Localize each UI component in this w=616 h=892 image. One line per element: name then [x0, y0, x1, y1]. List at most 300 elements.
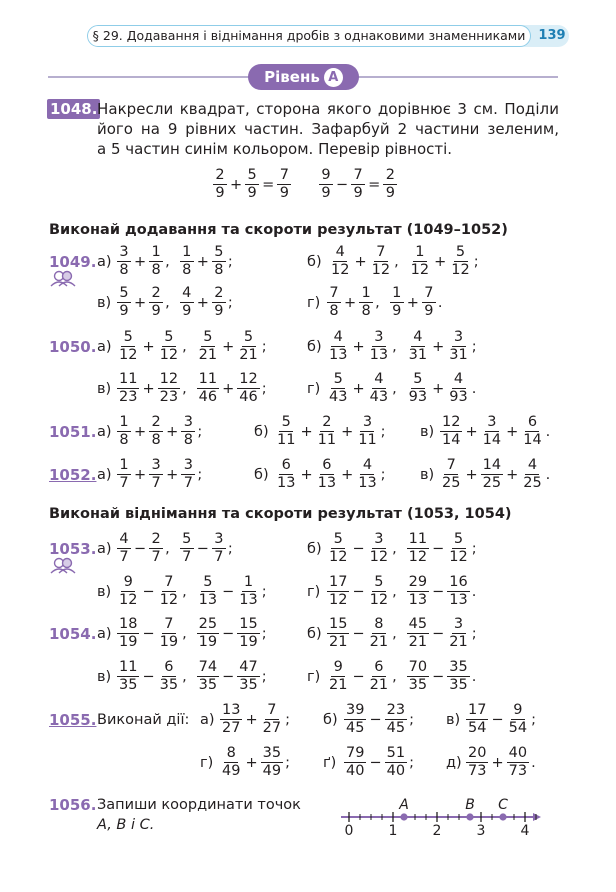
denominator: 19: [159, 634, 179, 650]
fraction: [447, 371, 469, 406]
numerator: 2: [212, 285, 226, 303]
fraction: [327, 616, 349, 651]
denominator: 8: [119, 262, 129, 278]
denominator: 14: [523, 432, 542, 448]
denominator: 8: [361, 303, 371, 319]
fraction: [466, 702, 488, 737]
numerator: 4: [411, 329, 425, 347]
fraction: [407, 531, 429, 566]
denominator: 9: [247, 185, 257, 201]
fraction: [212, 244, 226, 279]
label-1055-v: в): [446, 712, 461, 728]
numerator: 3: [372, 531, 386, 549]
label-1050-a: а): [97, 339, 112, 355]
denominator: 12: [119, 592, 138, 608]
operator: +: [196, 294, 209, 311]
numerator: 3: [485, 414, 499, 432]
label-1053-g: г): [307, 584, 321, 600]
operator: +: [230, 176, 243, 193]
fraction: [521, 414, 543, 449]
numerator: 74: [198, 659, 218, 675]
fraction: [275, 457, 297, 492]
fraction: [220, 745, 242, 780]
label-1055-b: б): [323, 712, 338, 728]
denominator: 12: [159, 592, 179, 608]
numerator: 5: [279, 414, 293, 432]
fraction: [368, 616, 390, 651]
fraction: [383, 167, 397, 202]
fraction: [447, 574, 469, 609]
expr-1055-v: [465, 702, 536, 737]
operator: −: [352, 668, 365, 685]
punctuation: ,: [392, 668, 397, 685]
fraction: [409, 244, 431, 279]
fraction: [117, 574, 139, 609]
denominator: 46: [239, 389, 258, 405]
punctuation: ,: [182, 583, 187, 600]
numerator: 2: [149, 531, 163, 549]
denominator: 13: [408, 592, 428, 608]
denominator: 21: [408, 634, 428, 650]
denominator: 19: [198, 634, 218, 650]
numerator: 3: [372, 329, 386, 347]
fraction: [149, 244, 163, 279]
fraction: [351, 167, 365, 202]
fraction: [370, 244, 392, 279]
numerator: 4: [452, 371, 466, 389]
denominator: 8: [151, 262, 161, 278]
punctuation: ;: [227, 294, 233, 311]
numerator: 2: [213, 167, 227, 185]
fraction: [449, 244, 471, 279]
fraction: [181, 457, 195, 492]
numerator: 2: [383, 167, 397, 185]
numerator: 7: [374, 244, 388, 262]
numerator: 4: [180, 285, 194, 303]
operator: =: [262, 176, 275, 193]
label-1051-a: а): [97, 424, 112, 440]
fraction: [275, 414, 297, 449]
fraction: [180, 285, 194, 320]
fraction: [447, 531, 469, 566]
expr-1049-a: [116, 244, 233, 279]
numerator: 2: [149, 285, 163, 303]
denominator: 93: [408, 389, 428, 405]
denominator: 73: [468, 763, 487, 779]
numerator: 3: [117, 244, 131, 262]
fraction: [117, 414, 131, 449]
fraction: [316, 457, 338, 492]
operator: −: [134, 540, 147, 557]
denominator: 11: [317, 432, 337, 448]
numerator: 5: [201, 574, 215, 592]
punctuation: ;: [409, 711, 414, 728]
operator: +: [142, 380, 155, 397]
denominator: 9: [215, 185, 225, 201]
operator: −: [352, 583, 365, 600]
operator: −: [196, 540, 209, 557]
expr-1053-g: [326, 574, 476, 609]
operator: −: [369, 711, 382, 728]
label-1054-v: в): [97, 669, 112, 685]
numerator: 11: [408, 531, 428, 547]
numerator: 7: [277, 167, 291, 185]
punctuation: ,: [392, 625, 397, 642]
numerator: 7: [422, 285, 436, 303]
fraction: [237, 659, 259, 694]
numerator: 14: [482, 457, 502, 473]
numerator: 5: [372, 574, 386, 592]
operator: −: [432, 583, 445, 600]
label-1052-b: б): [254, 467, 269, 483]
punctuation: ,: [392, 338, 397, 355]
operator: +: [432, 338, 445, 355]
axis-tick-label: 3: [476, 823, 486, 836]
expr-1049-g: [326, 285, 443, 320]
denominator: 93: [449, 389, 468, 405]
label-1050-b: б): [307, 339, 322, 355]
fraction: [237, 371, 259, 406]
denominator: 49: [222, 763, 241, 779]
punctuation: ,: [392, 380, 397, 397]
denominator: 35: [408, 677, 428, 693]
denominator: 35: [198, 677, 218, 693]
denominator: 21: [329, 677, 348, 693]
numerator: 3: [452, 616, 466, 634]
problem-number-1050: 1050.: [49, 338, 97, 356]
punctuation: ;: [409, 754, 414, 771]
fraction: [180, 531, 194, 566]
label-1050-g: г): [307, 381, 321, 397]
fraction: [117, 457, 131, 492]
numerator: 8: [372, 616, 386, 634]
fraction: [327, 574, 349, 609]
operator: −: [222, 583, 235, 600]
punctuation: ;: [261, 583, 267, 600]
fraction: [149, 457, 163, 492]
numerator: 17: [468, 702, 487, 718]
numerator: 5: [245, 167, 259, 185]
punctuation: .: [471, 583, 477, 600]
numerator: 70: [408, 659, 428, 675]
axis-tick-label: 1: [388, 823, 398, 836]
fraction: [368, 574, 390, 609]
fraction: [220, 702, 242, 737]
expr-1053-a: [116, 531, 233, 566]
denominator: 9: [353, 185, 363, 201]
operator: +: [352, 338, 365, 355]
fraction: [158, 616, 180, 651]
denominator: 8: [151, 432, 161, 448]
denominator: 21: [198, 347, 218, 363]
fraction: [117, 616, 139, 651]
fraction: [117, 659, 139, 694]
fraction: [359, 285, 373, 320]
denominator: 49: [262, 763, 282, 779]
operator: +: [245, 711, 258, 728]
denominator: 13: [277, 475, 296, 491]
punctuation: ,: [392, 540, 397, 557]
operator: −: [432, 668, 445, 685]
punctuation: ,: [392, 583, 397, 600]
numerator: 12: [442, 414, 461, 430]
punctuation: ,: [394, 253, 399, 270]
operator: +: [341, 466, 354, 483]
fraction: [390, 285, 404, 320]
expr-1052-a: [116, 457, 202, 492]
expr-1055-b: [343, 702, 414, 737]
axis-tick-label: 0: [344, 823, 354, 836]
numerator: 9: [319, 167, 333, 185]
fraction: [407, 574, 429, 609]
numerator: 5: [201, 329, 215, 347]
fraction: [422, 285, 436, 320]
numerator: 3: [149, 457, 163, 475]
expr-1050-g: [326, 371, 476, 406]
label-1051-b: б): [254, 424, 269, 440]
numerator: 18: [119, 616, 138, 632]
fraction: [407, 659, 429, 694]
denominator: 9: [151, 303, 161, 319]
punctuation: ;: [285, 711, 290, 728]
axis-tick-label: 4: [520, 823, 530, 836]
numerator: 11: [119, 371, 138, 387]
operator: +: [222, 380, 235, 397]
punctuation: ;: [227, 253, 233, 270]
fraction: [197, 574, 219, 609]
numerator: 1: [180, 244, 194, 262]
denominator: 12: [371, 262, 391, 278]
expr-1053-b: [326, 531, 477, 566]
numerator: 9: [511, 702, 525, 720]
punctuation: ;: [471, 338, 477, 355]
numerator: 39: [346, 702, 365, 718]
denominator: 23: [159, 389, 179, 405]
punctuation: ;: [285, 754, 290, 771]
label-1053-a: а): [97, 541, 112, 557]
denominator: 13: [198, 592, 218, 608]
operator: −: [369, 754, 382, 771]
denominator: 27: [262, 720, 282, 736]
label-1054-b: б): [307, 626, 322, 642]
operator: +: [344, 294, 357, 311]
numerator: 51: [386, 745, 406, 761]
numerator: 5: [331, 371, 345, 389]
operator: +: [406, 294, 419, 311]
fraction: [368, 531, 390, 566]
numerator: 7: [265, 702, 279, 720]
punctuation: .: [471, 380, 477, 397]
label-1055-g2: ґ): [323, 755, 337, 771]
operator: +: [465, 423, 478, 440]
operator: −: [222, 625, 235, 642]
numerator: 4: [360, 457, 374, 475]
denominator: 7: [214, 549, 224, 565]
heading-addition: Виконай додавання та скороти результат (1049–1052): [49, 222, 508, 238]
denominator: 45: [346, 720, 365, 736]
operator: +: [222, 338, 235, 355]
punctuation: ,: [165, 540, 170, 557]
fraction: [368, 329, 390, 364]
denominator: 7: [119, 475, 129, 491]
level-badge: [248, 64, 359, 90]
denominator: 13: [317, 475, 337, 491]
punctuation: ;: [471, 540, 477, 557]
numerator: 12: [239, 371, 258, 387]
denominator: 13: [369, 347, 389, 363]
punctuation: ;: [380, 423, 386, 440]
denominator: 43: [369, 389, 389, 405]
problem-number-1051: 1051.: [49, 423, 97, 441]
denominator: 12: [449, 549, 468, 565]
expr-1055-g: [219, 745, 290, 780]
punctuation: ,: [165, 294, 170, 311]
denominator: 13: [358, 475, 377, 491]
numerator: 7: [162, 574, 176, 592]
fraction: [407, 616, 429, 651]
denominator: 12: [329, 549, 348, 565]
punctuation: ;: [473, 253, 479, 270]
problem-1055-text: Виконай дії:: [97, 712, 190, 728]
fraction: [327, 371, 349, 406]
fraction: [368, 371, 390, 406]
punctuation: ;: [380, 466, 386, 483]
fraction: [447, 659, 469, 694]
operator: −: [142, 668, 155, 685]
numerator: 8: [224, 745, 238, 763]
denominator: 11: [277, 432, 296, 448]
operator: +: [196, 253, 209, 270]
denominator: 31: [449, 347, 468, 363]
numerator: 5: [242, 329, 256, 347]
denominator: 12: [369, 549, 389, 565]
denominator: 12: [159, 347, 179, 363]
label-1055-d: д): [446, 755, 462, 771]
operator: +: [245, 754, 258, 771]
denominator: 8: [214, 262, 224, 278]
operator: −: [352, 540, 365, 557]
fraction: [149, 414, 163, 449]
numerator: 5: [411, 371, 425, 389]
expr-1050-v: [116, 371, 267, 406]
denominator: 19: [119, 634, 138, 650]
operator: +: [352, 380, 365, 397]
denominator: 8: [119, 432, 129, 448]
denominator: 12: [369, 592, 389, 608]
fraction: [327, 531, 349, 566]
operator: +: [134, 423, 147, 440]
operator: +: [491, 754, 504, 771]
numerator: 6: [279, 457, 293, 475]
expr-1051-b: [274, 414, 386, 449]
fraction: [327, 329, 349, 364]
numerator: 4: [372, 371, 386, 389]
label-1051-v: в): [420, 424, 435, 440]
denominator: 9: [424, 303, 434, 319]
denominator: 12: [119, 347, 138, 363]
problem-number-1049: 1049.: [49, 253, 97, 271]
denominator: 7: [182, 549, 192, 565]
equation-1048-2: [318, 167, 398, 202]
numerator: 17: [329, 574, 348, 590]
denominator: 14: [482, 432, 502, 448]
numerator: 1: [117, 457, 131, 475]
point-label-c: C: [498, 797, 508, 813]
numerator: 7: [162, 616, 176, 634]
operator: +: [300, 466, 313, 483]
numerator: 1: [117, 414, 131, 432]
page-number: 139: [538, 28, 566, 43]
fraction: [356, 457, 378, 492]
fraction: [440, 414, 462, 449]
punctuation: ;: [261, 668, 267, 685]
label-1054-a: а): [97, 626, 112, 642]
fraction: [158, 659, 180, 694]
operator: −: [222, 668, 235, 685]
operator: −: [142, 583, 155, 600]
expr-1051-a: [116, 414, 202, 449]
page-header: [87, 25, 569, 47]
numerator: 5: [121, 329, 135, 347]
equation-1048-1: [212, 167, 292, 202]
expr-1052-b: [274, 457, 386, 492]
fraction: [213, 167, 227, 202]
denominator: 7: [151, 475, 161, 491]
numerator: 6: [372, 659, 386, 677]
punctuation: ;: [261, 380, 267, 397]
label-1049-b: б): [307, 254, 322, 270]
operator: −: [432, 625, 445, 642]
number-line: [338, 792, 544, 836]
numerator: 25: [198, 616, 218, 632]
fraction: [407, 329, 429, 364]
point-label-a: A: [399, 797, 409, 813]
point-a: [400, 813, 407, 820]
numerator: 11: [198, 371, 218, 387]
punctuation: ,: [165, 253, 170, 270]
numerator: 2: [320, 414, 334, 432]
operator: −: [432, 540, 445, 557]
denominator: 73: [508, 763, 528, 779]
denominator: 23: [119, 389, 138, 405]
denominator: 13: [329, 347, 348, 363]
denominator: 43: [329, 389, 348, 405]
expr-1055-a: [219, 702, 290, 737]
denominator: 9: [392, 303, 402, 319]
operator: −: [336, 176, 349, 193]
punctuation: .: [545, 423, 551, 440]
fraction: [356, 414, 378, 449]
fraction: [149, 285, 163, 320]
numerator: 3: [360, 414, 374, 432]
operator: +: [134, 294, 147, 311]
numerator: 35: [262, 745, 282, 761]
fraction: [344, 702, 366, 737]
problem-number-1054: 1054.: [49, 625, 97, 643]
denominator: 35: [159, 677, 179, 693]
numerator: 5: [454, 244, 468, 262]
problem-number-1048: 1048.: [47, 99, 100, 119]
denominator: 45: [386, 720, 406, 736]
fraction: [327, 659, 349, 694]
denominator: 40: [346, 763, 365, 779]
section-title: § 29. Додавання і віднімання дробів з однаковими знаменниками: [87, 25, 531, 47]
fraction: [316, 414, 338, 449]
point-b: [466, 813, 473, 820]
fraction: [237, 616, 259, 651]
expr-1054-g: [326, 659, 476, 694]
punctuation: ,: [375, 294, 380, 311]
